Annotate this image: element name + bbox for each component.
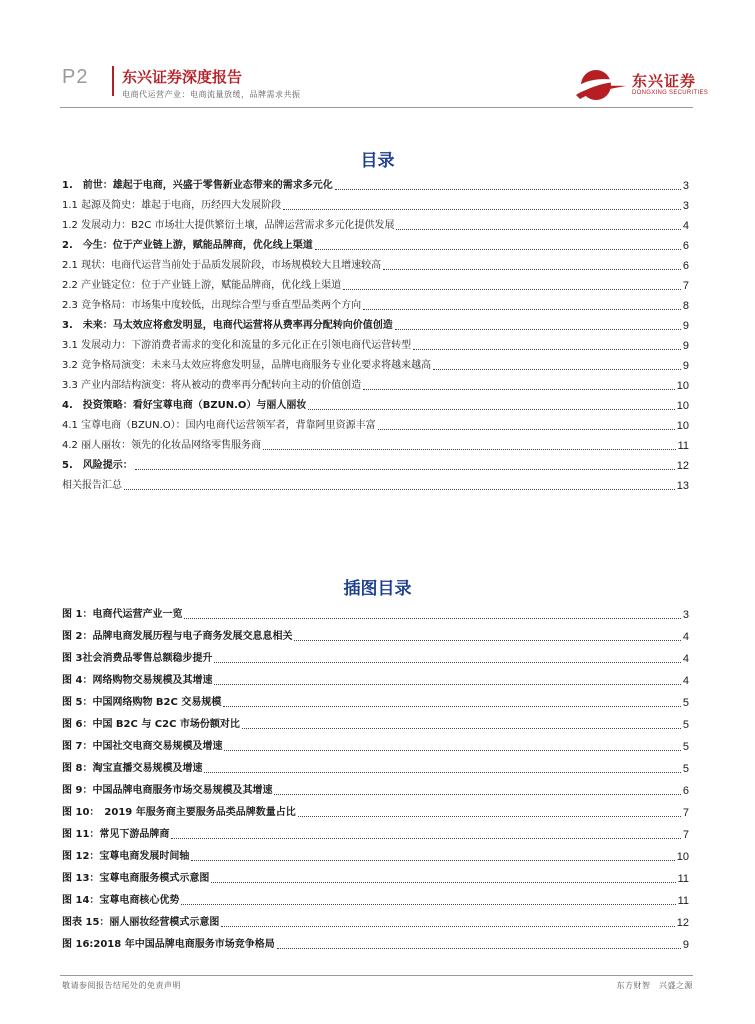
footer-rule <box>60 975 693 976</box>
leader-dots <box>378 428 675 430</box>
leader-dots <box>396 228 680 230</box>
figure-item[interactable] <box>62 803 689 820</box>
figure-item[interactable] <box>62 935 689 952</box>
header-divider <box>112 66 114 96</box>
toc-item[interactable] <box>62 256 689 273</box>
toc-item-page: 6 <box>682 240 689 252</box>
toc-item-text: 2.2 产业链定位：位于产业链上游，赋能品牌商，优化线上渠道 <box>62 280 342 291</box>
figure-item[interactable] <box>62 605 689 622</box>
toc-item-text: 3.2 竞争格局演变：未来马太效应将愈发明显，品牌电商服务专业化要求将越来越高 <box>62 360 432 371</box>
figure-item[interactable] <box>62 759 689 776</box>
toc-item-page: 3 <box>682 200 689 212</box>
figure-item-text: 图 11：常见下游品牌商 <box>62 829 170 840</box>
toc-item-text: 4.1 宝尊电商（BZUN.O）：国内电商代运营领军者，背靠阿里资源丰富 <box>62 420 376 431</box>
figure-item-text: 图 6：中国 B2C 与 C2C 市场份额对比 <box>62 719 240 730</box>
figure-item[interactable] <box>62 627 689 644</box>
figure-item-page: 11 <box>677 873 689 885</box>
leader-dots <box>223 705 681 707</box>
figure-item[interactable] <box>62 825 689 842</box>
figure-item-page: 4 <box>682 653 689 665</box>
toc-item-text: 1.2 发展动力：B2C 市场壮大提供繁衍土壤，品牌运营需求多元化提供发展 <box>62 220 395 231</box>
toc-item-page: 13 <box>676 480 689 492</box>
toc-item-page: 10 <box>676 380 689 392</box>
figure-item[interactable] <box>62 869 689 886</box>
figure-item[interactable] <box>62 847 689 864</box>
toc-item-page: 10 <box>676 400 689 412</box>
leader-dots <box>363 308 681 310</box>
figure-item-page: 7 <box>682 829 689 841</box>
toc-item[interactable] <box>62 396 689 413</box>
toc-item-text: 2.1 现状：电商代运营当前处于品质发展阶段，市场规模较大且增速较高 <box>62 260 382 271</box>
toc-item-text: 4.2 丽人丽妆：领先的化妆品网络零售服务商 <box>62 440 262 451</box>
toc-item-page: 6 <box>682 260 689 272</box>
toc-item[interactable] <box>62 336 689 353</box>
figure-item[interactable] <box>62 671 689 688</box>
figure-item[interactable] <box>62 913 689 930</box>
figure-item[interactable] <box>62 737 689 754</box>
leader-dots <box>277 947 681 949</box>
toc-item-text: 1. 前世：雄起于电商，兴盛于零售新业态带来的需求多元化 <box>62 180 333 191</box>
leader-dots <box>308 408 674 410</box>
logo-emblem-icon <box>570 64 628 102</box>
toc-item[interactable] <box>62 296 689 313</box>
header-rule <box>60 107 693 108</box>
leader-dots <box>184 617 680 619</box>
figure-item-page: 6 <box>682 785 689 797</box>
leader-dots <box>181 903 675 905</box>
leader-dots <box>294 639 680 641</box>
toc-item[interactable] <box>62 356 689 373</box>
leader-dots <box>263 448 675 450</box>
figure-item-page: 10 <box>676 851 689 863</box>
figure-item-page: 5 <box>682 719 689 731</box>
figures-title: 插图目录 <box>343 579 412 599</box>
toc-item-text: 3.3 产业内部结构演变：将从被动的费率再分配转向主动的价值创造 <box>62 380 362 391</box>
figure-item-text: 图 1：电商代运营产业一览 <box>62 609 183 620</box>
figure-item-text: 图表 15：丽人丽妆经营模式示意图 <box>62 917 220 928</box>
figure-item-page: 12 <box>676 917 689 929</box>
leader-dots <box>221 925 674 927</box>
figure-item-page: 4 <box>682 631 689 643</box>
figure-item[interactable] <box>62 891 689 908</box>
leader-dots <box>242 727 681 729</box>
figure-item[interactable] <box>62 649 689 666</box>
figure-item-text: 图 8：淘宝直播交易规模及增速 <box>62 763 203 774</box>
figure-item-page: 5 <box>682 741 689 753</box>
toc-item[interactable] <box>62 236 689 253</box>
figure-item-text: 图 9：中国品牌电商服务市场交易规模及其增速 <box>62 785 273 796</box>
figure-item-text: 图 16:2018 年中国品牌电商服务市场竞争格局 <box>62 939 275 950</box>
toc-item-page: 10 <box>676 420 689 432</box>
report-subtitle: 电商代运营产业：电商流量放缓，品牌需求共振 <box>122 90 301 99</box>
report-header <box>60 64 709 106</box>
toc-item-page: 9 <box>682 340 689 352</box>
figure-item-text: 图 2：品牌电商发展历程与电子商务发展交息息相关 <box>62 631 293 642</box>
figure-item-page: 5 <box>682 763 689 775</box>
leader-dots <box>124 488 675 490</box>
leader-dots <box>214 683 680 685</box>
toc-item[interactable] <box>62 456 689 473</box>
logo-text-cn: 东兴证券 <box>632 72 697 90</box>
footer-disclaimer: 敬请参阅报告结尾处的免责声明 <box>62 981 181 990</box>
toc-item[interactable] <box>62 416 689 433</box>
toc-item[interactable] <box>62 196 689 213</box>
leader-dots <box>413 348 681 350</box>
footer-slogan: 东方财智 兴盛之源 <box>616 981 693 990</box>
toc-item[interactable] <box>62 176 689 193</box>
toc-item-page: 3 <box>682 180 689 192</box>
toc-item[interactable] <box>62 476 689 493</box>
figure-item-text: 图 7：中国社交电商交易规模及增速 <box>62 741 223 752</box>
leader-dots <box>395 328 681 330</box>
figure-item-page: 4 <box>682 675 689 687</box>
figure-item-text: 图 13：宝尊电商服务模式示意图 <box>62 873 210 884</box>
toc-item-page: 7 <box>682 280 689 292</box>
figure-item-text: 图 3社会消费品零售总额稳步提升 <box>62 653 213 664</box>
company-logo <box>570 64 709 102</box>
toc-item-page: 12 <box>676 460 689 472</box>
toc-item-text: 3. 未来：马太效应将愈发明显，电商代运营将从费率再分配转向价值创造 <box>62 320 393 331</box>
figure-item-text: 图 5：中国网络购物 B2C 交易规模 <box>62 697 222 708</box>
leader-dots <box>335 188 681 190</box>
toc-item-text: 1.1 起源及简史：雄起于电商，历经四大发展阶段 <box>62 200 282 211</box>
leader-dots <box>283 208 681 210</box>
figure-item[interactable] <box>62 781 689 798</box>
toc-item-page: 9 <box>682 320 689 332</box>
figure-item-page: 3 <box>682 609 689 621</box>
toc-item-text: 5. 风险提示： <box>62 460 133 471</box>
leader-dots <box>214 661 680 663</box>
figure-item-page: 7 <box>682 807 689 819</box>
leader-dots <box>274 793 680 795</box>
figure-item-text: 图 4：网络购物交易规模及其增速 <box>62 675 213 686</box>
toc-item-text: 2. 今生：位于产业链上游，赋能品牌商，优化线上渠道 <box>62 240 313 251</box>
toc-item-text: 相关报告汇总 <box>62 480 122 491</box>
figure-item-text: 图 12：宝尊电商发展时间轴 <box>62 851 190 862</box>
toc-item-page: 8 <box>682 300 689 312</box>
leader-dots <box>191 859 674 861</box>
toc-item-page: 9 <box>682 360 689 372</box>
toc-item-text: 4. 投资策略：看好宝尊电商（BZUN.O）与丽人丽妆 <box>62 400 307 411</box>
figure-item[interactable] <box>62 715 689 732</box>
toc-item-text: 3.1 发展动力：下游消费者需求的变化和流量的多元化正在引领电商代运营转型 <box>62 340 412 351</box>
logo-text-en: DONGXING SECURITIES <box>632 90 709 96</box>
leader-dots <box>315 248 681 250</box>
leader-dots <box>433 368 681 370</box>
leader-dots <box>211 881 675 883</box>
figure-item-text: 图 10： 2019 年服务商主要服务品类品牌数量占比 <box>62 807 296 818</box>
leader-dots <box>343 288 681 290</box>
figure-item[interactable] <box>62 693 689 710</box>
figure-item-text: 图 14：宝尊电商核心优势 <box>62 895 180 906</box>
toc-item[interactable] <box>62 216 689 233</box>
toc-title: 目录 <box>360 151 395 171</box>
figure-item-page: 5 <box>682 697 689 709</box>
leader-dots <box>224 749 680 751</box>
leader-dots <box>135 468 675 470</box>
leader-dots <box>298 815 681 817</box>
figure-item-page: 11 <box>677 895 689 907</box>
leader-dots <box>171 837 680 839</box>
figure-item-page: 9 <box>682 939 689 951</box>
toc-item[interactable] <box>62 376 689 393</box>
page-number: P2 <box>62 66 89 88</box>
leader-dots <box>363 388 675 390</box>
leader-dots <box>204 771 680 773</box>
toc-item-page: 11 <box>677 440 689 452</box>
toc-item[interactable] <box>62 276 689 293</box>
leader-dots <box>383 268 681 270</box>
toc-item-page: 4 <box>682 220 689 232</box>
toc-item-text: 2.3 竞争格局：市场集中度较低，出现综合型与垂直型品类两个方向 <box>62 300 362 311</box>
toc-item[interactable] <box>62 436 689 453</box>
report-title: 东兴证券深度报告 <box>122 68 243 86</box>
toc-item[interactable] <box>62 316 689 333</box>
